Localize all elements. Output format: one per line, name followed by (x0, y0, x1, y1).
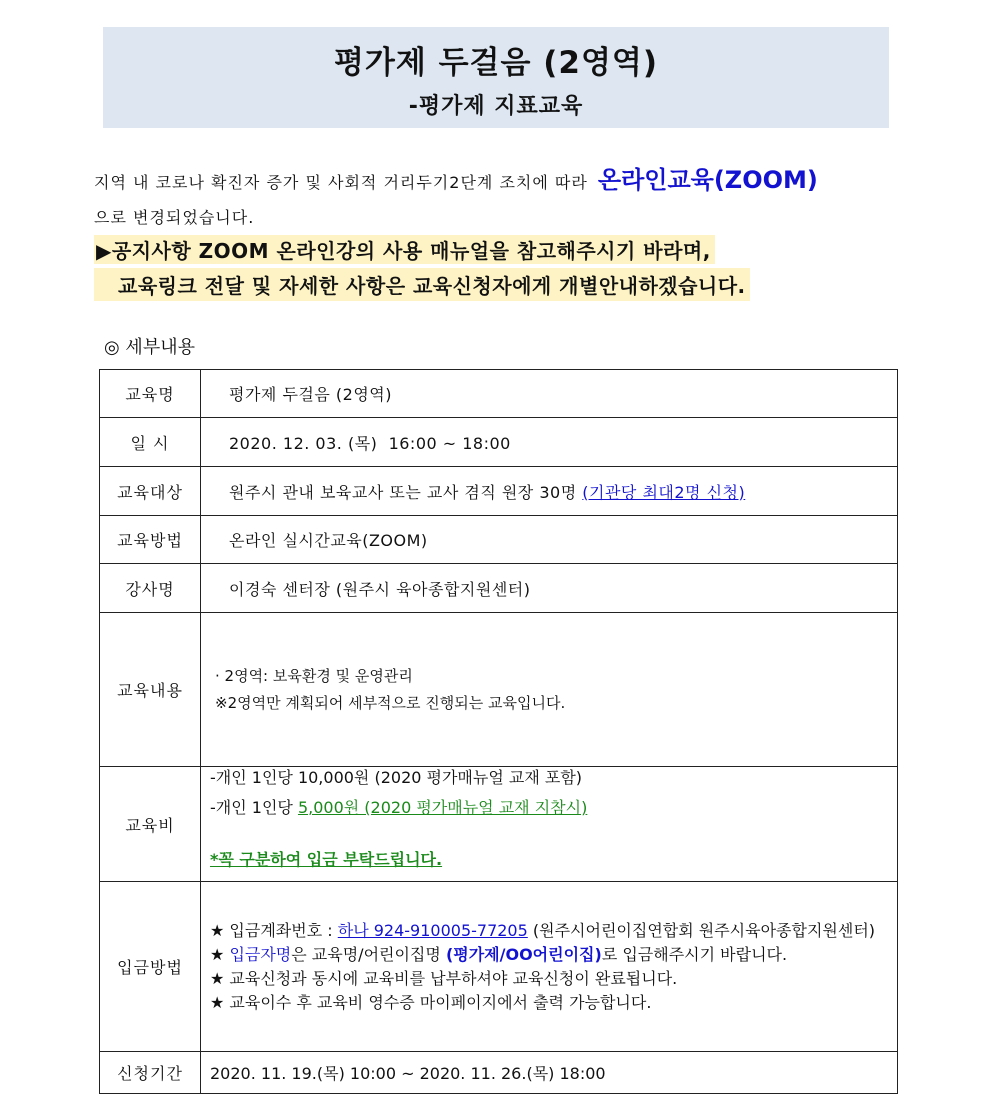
intro-line-1 (94, 160, 914, 195)
fee-line-1: -개인 1인당 10,000원 (2020 평가매뉴얼 교재 포함) (210, 768, 583, 787)
page-subtitle: -평가제 지표교육 (408, 94, 584, 119)
value-payment (201, 882, 898, 1052)
account-holder: (원주시어린이집연합회 원주시육아종합지원센터) (527, 920, 876, 940)
value-method: 온라인 실시간교육(ZOOM) (201, 516, 898, 564)
payment-line-3: ★ 교육신청과 동시에 교육비를 납부하셔야 교육신청이 완료됩니다. (210, 968, 678, 988)
payment-l2-star: ★ (210, 944, 230, 964)
account-prefix: ★ 입금계좌번호 : (210, 920, 338, 940)
value-period: 2020. 11. 19.(목) 10:00 ~ 2020. 11. 26.(목) 18:00 (201, 1052, 898, 1094)
payment-line-4: ★ 교육이수 후 교육비 영수증 마이페이지에서 출력 가능합니다. (210, 992, 652, 1012)
table-row (100, 564, 898, 613)
label-date: 일 시 (100, 418, 201, 467)
fee-line-2 (210, 793, 897, 823)
value-fee (201, 767, 898, 882)
notice-line-2: 교육링크 전달 및 자세한 사항은 교육신청자에게 개별안내하겠습니다. (94, 268, 750, 301)
table-row (100, 613, 898, 767)
label-fee: 교육비 (100, 767, 201, 882)
depositor-name-label: 입금자명 (229, 944, 292, 964)
table-row (100, 516, 898, 564)
online-highlight: 온라인교육(ZOOM) (597, 166, 818, 194)
table-row (100, 1052, 898, 1094)
table-row (100, 370, 898, 418)
label-period: 신청기간 (100, 1052, 201, 1094)
payment-line-2 (210, 943, 891, 967)
table-row (100, 418, 898, 467)
label-target: 교육대상 (100, 467, 201, 516)
content-line-2: ※2영역만 계획되어 세부적으로 진행되는 교육입니다. (215, 693, 566, 712)
page-title: 평가제 두걸음 (2영역) (333, 45, 659, 81)
title-banner (103, 27, 889, 128)
payment-line-1 (210, 919, 891, 943)
table-row (100, 882, 898, 1052)
target-note: (기관당 최대2명 신청) (582, 482, 746, 502)
fee-line-2-prefix: -개인 1인당 (210, 798, 298, 817)
label-payment: 입금방법 (100, 882, 201, 1052)
fee-note: *꼭 구분하여 입금 부탁드립니다. (210, 850, 443, 869)
details-table (99, 369, 898, 1094)
fee-line-2-amount: 5,000원 (2020 평가매뉴얼 교재 지참시) (297, 798, 588, 817)
label-instructor: 강사명 (100, 564, 201, 613)
intro-line-2: 으로 변경되었습니다. (94, 208, 255, 227)
table-row (100, 467, 898, 516)
label-name: 교육명 (100, 370, 201, 418)
value-content (201, 613, 898, 767)
details-heading: ◎ 세부내용 (104, 337, 195, 358)
value-name: 평가제 두걸음 (2영역) (201, 370, 898, 418)
target-text: 원주시 관내 보육교사 또는 교사 겸직 원장 30명 (229, 482, 577, 502)
value-instructor: 이경숙 센터장 (원주시 육아종합지원센터) (201, 564, 898, 613)
payment-l2-mid: 은 교육명/어린이집명 (291, 944, 446, 964)
table-row (100, 767, 898, 882)
depositor-format: (평가제/OO어린이집) (445, 944, 602, 964)
intro-text: 지역 내 코로나 확진자 증가 및 사회적 거리두기2단계 조치에 따라 (94, 173, 588, 192)
label-method: 교육방법 (100, 516, 201, 564)
value-date: 2020. 12. 03. (목) 16:00 ~ 18:00 (201, 418, 898, 467)
payment-l2-end: 로 입금해주시기 바랍니다. (601, 944, 788, 964)
content-line-1: · 2영역: 보육환경 및 운영관리 (215, 666, 413, 685)
notice-line-1: ▶공지사항 ZOOM 온라인강의 사용 매뉴얼을 참고해주시기 바라며, (94, 235, 715, 264)
label-content: 교육내용 (100, 613, 201, 767)
account-number: 하나 924-910005-77205 (337, 920, 528, 940)
value-target (201, 467, 898, 516)
